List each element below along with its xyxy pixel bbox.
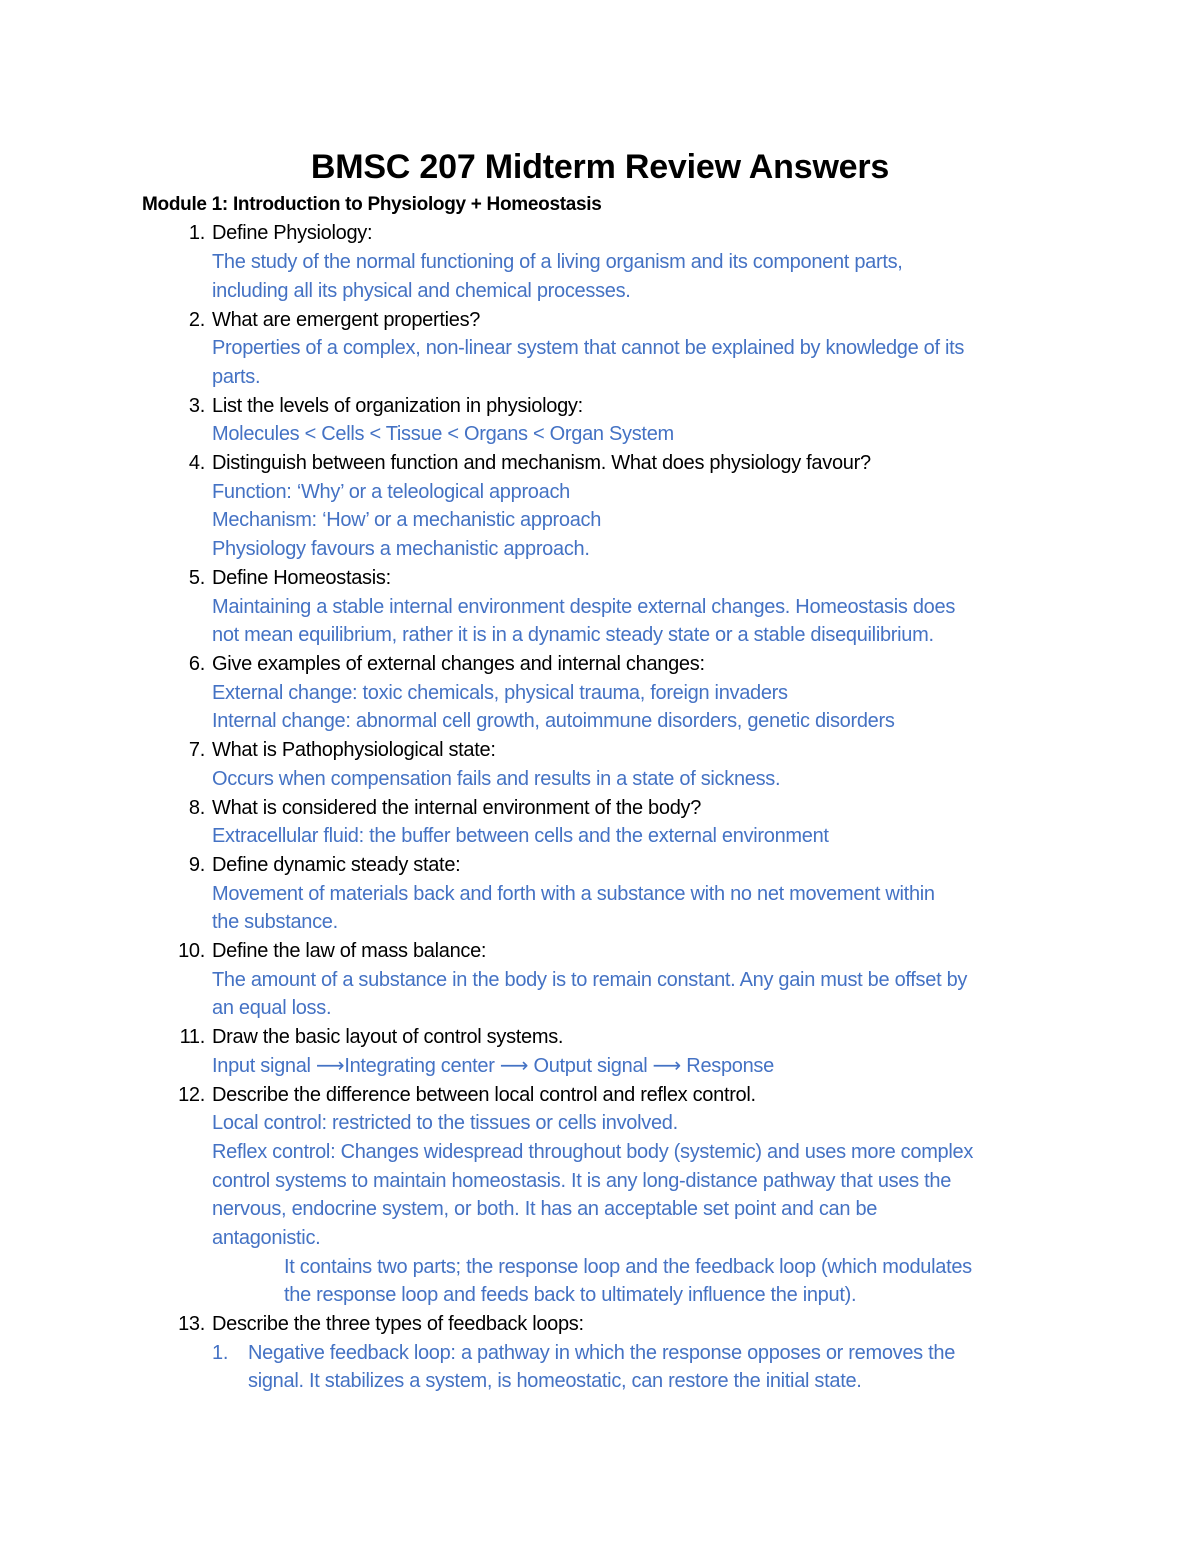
answer-line: Mechanism: ‘How’ or a mechanistic approach — [212, 509, 602, 531]
answer-line: Function: ‘Why’ or a teleological approach — [212, 481, 570, 503]
sub-item-number: 1. — [212, 1342, 229, 1364]
question-number: 5. — [188, 567, 205, 589]
question-number: 1. — [188, 222, 205, 244]
answer-line: Reflex control: Changes widespread throughout body (systemic) and uses more complex — [212, 1141, 974, 1163]
answer-line: not mean equilibrium, rather it is in a dynamic steady state or a stable disequilibrium. — [212, 624, 934, 646]
answer-line: The study of the normal functioning of a living organism and its component parts, — [212, 251, 903, 273]
question-text: What is Pathophysiological state: — [212, 739, 496, 761]
answer-line: Extracellular fluid: the buffer between cells and the external environment — [212, 825, 829, 847]
question-number: 12. — [178, 1084, 205, 1106]
answer-line: Maintaining a stable internal environment despite external changes. Homeostasis does — [212, 596, 956, 618]
answer-line: Internal change: abnormal cell growth, autoimmune disorders, genetic disorders — [212, 710, 895, 732]
answer-line: Occurs when compensation fails and results in a state of sickness. — [212, 768, 781, 790]
page-title: BMSC 207 Midterm Review Answers — [310, 148, 890, 186]
question-number: 2. — [188, 309, 205, 331]
question-text: Define dynamic steady state: — [212, 854, 461, 876]
question-number: 13. — [178, 1313, 205, 1335]
question-text: Describe the three types of feedback loops: — [212, 1313, 584, 1335]
answer-line: nervous, endocrine system, or both. It has an acceptable set point and can be — [212, 1198, 878, 1220]
question-text: Define Physiology: — [212, 222, 373, 244]
question-text: Draw the basic layout of control systems. — [212, 1026, 564, 1048]
sub-answer-line: signal. It stabilizes a system, is homeostatic, can restore the initial state. — [248, 1370, 862, 1392]
question-text: Describe the difference between local control and reflex control. — [212, 1084, 756, 1106]
question-text: Define the law of mass balance: — [212, 940, 487, 962]
question-number: 6. — [188, 653, 205, 675]
question-text: Give examples of external changes and internal changes: — [212, 653, 705, 675]
answer-line: The amount of a substance in the body is to remain constant. Any gain must be offset by — [212, 969, 968, 991]
answer-line: Movement of materials back and forth with a substance with no net movement within — [212, 883, 935, 905]
question-text: Distinguish between function and mechanism. What does physiology favour? — [212, 452, 871, 474]
answer-line: Local control: restricted to the tissues or cells involved. — [212, 1112, 678, 1134]
answer-line: control systems to maintain homeostasis. It is any long-distance pathway that uses the — [212, 1170, 952, 1192]
answer-line: Molecules < Cells < Tissue < Organs < Organ System — [212, 423, 674, 445]
answer-line: antagonistic. — [212, 1227, 321, 1249]
question-number: 8. — [188, 797, 205, 819]
question-number: 11. — [179, 1026, 205, 1048]
indented-answer-line: It contains two parts; the response loop and the feedback loop (which modulates — [284, 1256, 972, 1278]
answer-line: Physiology favours a mechanistic approach. — [212, 538, 590, 560]
question-number: 10. — [178, 940, 205, 962]
answer-line: External change: toxic chemicals, physical trauma, foreign invaders — [212, 682, 788, 704]
question-text: List the levels of organization in physiology: — [212, 395, 583, 417]
answer-line: Input signal ⟶Integrating center ⟶ Output signal ⟶ Response — [212, 1055, 774, 1077]
question-text: What is considered the internal environment of the body? — [212, 797, 702, 819]
question-number: 4. — [188, 452, 205, 474]
answer-line: an equal loss. — [212, 997, 332, 1019]
answer-line: Properties of a complex, non-linear system that cannot be explained by knowledge of its — [212, 337, 965, 359]
answer-line: the substance. — [212, 911, 338, 933]
module-heading: Module 1: Introduction to Physiology + Homeostasis — [142, 194, 602, 215]
answer-line: parts. — [212, 366, 261, 388]
sub-answer-line: Negative feedback loop: a pathway in which the response opposes or removes the — [248, 1342, 956, 1364]
question-text: What are emergent properties? — [212, 309, 481, 331]
indented-answer-line: the response loop and feeds back to ultimately influence the input). — [284, 1284, 857, 1306]
answer-line: including all its physical and chemical processes. — [212, 280, 631, 302]
question-text: Define Homeostasis: — [212, 567, 391, 589]
question-number: 9. — [188, 854, 205, 876]
question-number: 7. — [188, 739, 205, 761]
question-number: 3. — [188, 395, 205, 417]
